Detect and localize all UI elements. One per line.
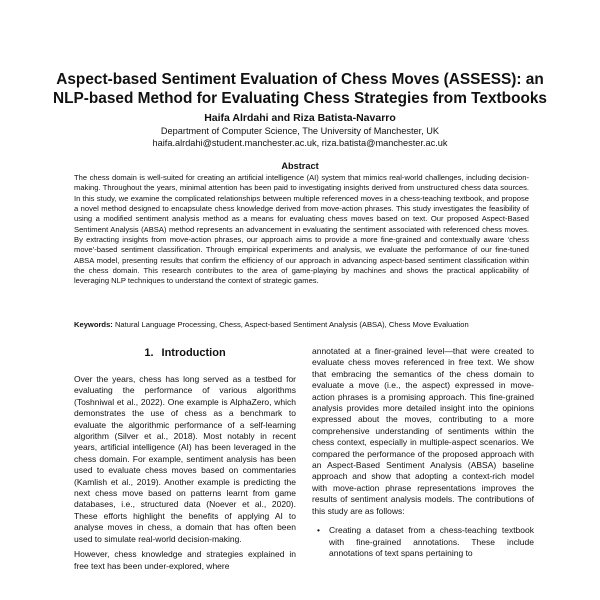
author-list: Haifa Alrdahi and Riza Batista-Navarro (204, 112, 396, 124)
affiliation-department: Department of Computer Science, The University of Manchester, UK (160, 126, 440, 136)
section-heading-introduction (74, 346, 296, 360)
contributions-list (312, 525, 534, 559)
paper-title: Aspect-based Sentiment Evaluation of Chess Moves (ASSESS): an NLP-based Method for Evaluating Chess Strategies from Textbooks (52, 71, 547, 107)
left-column (74, 346, 296, 576)
abstract-text: The chess domain is well-suited for creating an artificial intelligence (AI) system that mimics real-world challenges, including decision-making. Throughout the years, minimal attention has been paid to investigating insights derived from unstructured chess data sources. In this study, we examine the complicated relationships between multiple referenced moves in a chess-teaching textbook, and propose a novel method designed to encapsulate chess knowledge derived from move-action phrases. This study investigates the feasibility of using a modified sentiment analysis method as a means for evaluating chess moves based on text. Our proposed Aspect-Based Sentiment Analysis (ABSA) method represents an advancement in evaluating the sentiment associated with referenced chess moves. By extracting insights from move-action phrases, our approach aims to provide a more fine-grained and contextually aware ‘chess move’-based sentiment classification. Through empirical experiments and analysis, we evaluate the performance of our fine-tuned ABSA model, presenting results that confirm the efficiency of our approach in advancing aspect-based sentiment classification within the chess domain. This research contributes to the area of game-playing by machines and shows the practical applicability of leveraging NLP techniques to understand the context of strategic games. (74, 173, 529, 286)
contribution-1-text: Creating a dataset from a chess-teaching textbook with fine-grained annotations. These include annotations of text spans pertaining to (329, 525, 534, 558)
keywords-text: Natural Language Processing, Chess, Aspect-based Sentiment Analysis (ABSA), Chess Move Evaluation (114, 320, 469, 329)
right-column (312, 346, 534, 559)
section-number: 1. (144, 347, 154, 359)
intro-paragraph-1: Over the years, chess has long served as a testbed for evaluating the performance of various algorithms (Toshniwal et al., 2022). One example is AlphaZero, which demonstrates the use of chess as a benchmark to evaluate the algorithmic performance of a self-learning algorithm (Silver et al., 2018). Most notably in recent years, artificial intelligence (AI) has been leveraged in the chess domain. For example, sentiment analysis has been used to evaluate chess moves based on commentaries (Kamlish et al., 2019). Another example is predicting the next chess move based on patterns learnt from game databases, i.e., structured data (Noever et al., 2020). These efforts highlight the benefits of applying AI to analyse moves in chess, a domain that has often been used to simulate real-world decision-making. (74, 374, 296, 544)
intro-paragraph-2: However, chess knowledge and strategies explained in free text has been under-explored, where (74, 549, 296, 571)
bullet-icon: • (317, 525, 320, 536)
list-item (312, 525, 534, 559)
keywords-label: Keywords: (74, 320, 113, 329)
keywords-line (74, 320, 529, 330)
affiliation-emails: haifa.alrdahi@student.manchester.ac.uk, riza.batista@manchester.ac.uk (152, 137, 448, 148)
section-title: Introduction (161, 347, 226, 359)
affiliation-block (40, 126, 560, 149)
intro-paragraph-continued: annotated at a finer-grained level—that were created to evaluate chess moves referenced in free text. We show that embracing the semantics of the chess domain to evaluate a move (i.e., the aspect) expressed in move-action phrases is a promising approach. This fine-grained analysis provides more detailed insight into the opinions expressed about the moves, contributing to a more comprehensive understanding of sentiments within the chess context, especially in multiple-aspect scenarios. We compared the performance of the proposed approach with an Aspect-Based Sentiment Analysis (ABSA) baseline approach and show that adopting a context-rich model with move-action phrase representations improves the results of sentiment analysis models. The contributions of this study are as follows: (312, 346, 534, 516)
abstract-heading: Abstract (281, 161, 319, 171)
